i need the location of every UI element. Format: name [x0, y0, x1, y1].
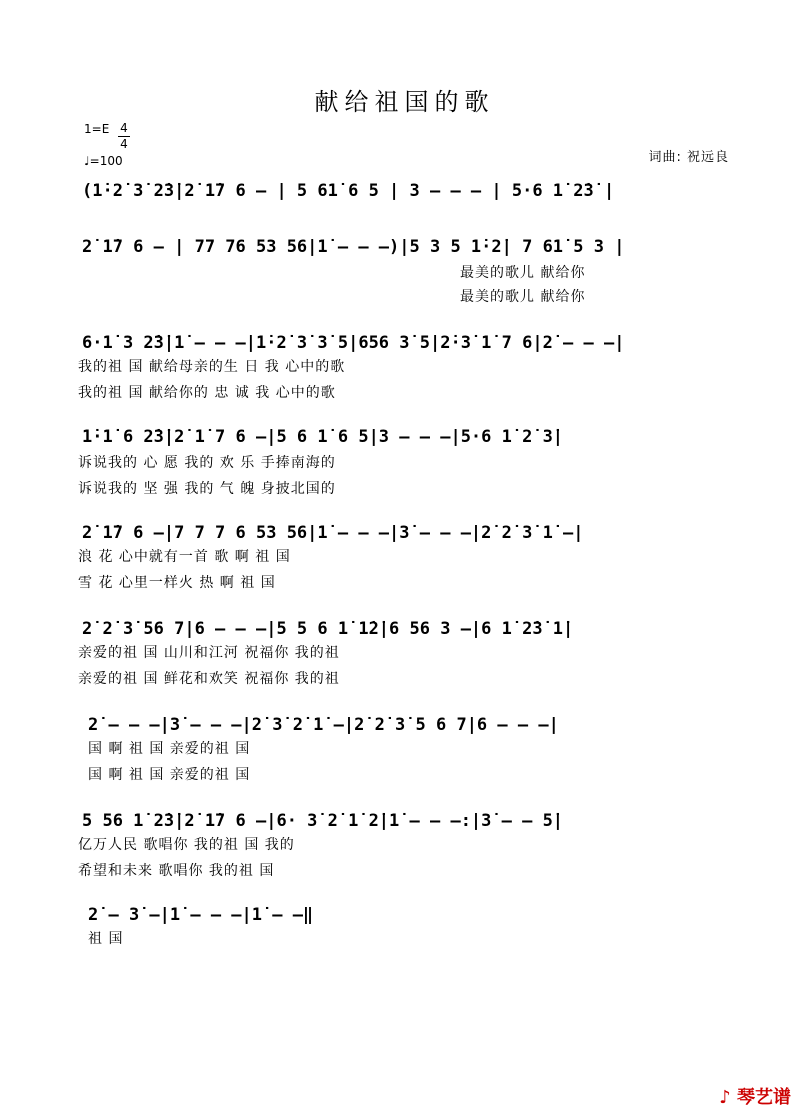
lyrics-line-2: 国 啊 祖 国 亲爱的祖 国	[88, 767, 251, 783]
tempo-marking: ♩=100	[84, 154, 123, 168]
notes-row: 2̇ 1̇7 6 –|7 7 7 6 53 56|1̇ – – –|3̇ – – –|2̇ 2̇ 3̇ 1̇ –|	[82, 523, 584, 543]
time-signature: 4 4	[118, 122, 130, 151]
lyrics-line-1: 诉说我的 心 愿 我的 欢 乐 手捧南海的	[78, 455, 336, 471]
notes-row: 2̇ 1̇7 6 – | 77 76 53 56|1̇ – – –)|5 3 5 1̇·2̇| 7 61̇ 5 3 |	[82, 237, 625, 257]
song-title: 献给祖国的歌	[314, 88, 495, 116]
site-logo: ♪ 琴艺谱	[719, 1087, 791, 1108]
notes-row: 1̇·1̇ 6 2̇3̇|2̇ 1̇ 7 6 –|5 6 1̇ 6 5|3 – – –|5·6 1̇ 2̇ 3̇|	[82, 427, 564, 447]
key-signature: 1=E	[84, 122, 110, 136]
notes-row: 2̇ 2̇ 3̇ 56 7|6 – – –|5 5 6 1̇ 1̇2̇|6 56 3 –|6 1̇ 2̇3̇ 1̇|	[82, 619, 574, 639]
notes-row: 2̇ – 3̇ –|1̇ – – –|1̇ – –‖	[88, 905, 314, 925]
logo-icon: ♪	[719, 1087, 731, 1108]
notes-row: 2̇ – – –|3̇ – – –|2̇ 3̇ 2̇ 1̇ –|2̇ 2̇ 3̇ 5 6 7|6 – – –|	[88, 715, 559, 735]
lyrics-line-2: 希望和未来 歌唱你 我的祖 国	[78, 863, 275, 879]
lyrics-line-2: 雪 花 心里一样火 热 啊 祖 国	[78, 575, 276, 591]
notes-row: 5 56 1̇ 2̇3̇|2̇ 1̇7 6 –|6· 3̇ 2̇ 1̇ 2̇|1̇ – – –:|3̇ – – 5̇|	[82, 811, 564, 831]
lyrics-line-2: 亲爱的祖 国 鲜花和欢笑 祝福你 我的祖	[78, 671, 340, 687]
lyrics-line-1: 最美的歌儿 献给你	[460, 265, 586, 281]
lyrics-line-2: 最美的歌儿 献给你	[460, 289, 586, 305]
notes-row: (1̇·2̇ 3̇ 2̇3̇|2̇ 1̇7 6 – | 5 61̇ 6 5 | 3 – – – | 5·6 1̇ 2̇3̇ |	[82, 181, 615, 201]
lyrics-line-1: 祖 国	[88, 931, 124, 947]
lyrics-line-1: 亿万人民 歌唱你 我的祖 国 我的	[78, 837, 295, 853]
meta-block	[84, 121, 128, 168]
author-credit: 词曲: 祝远良	[648, 150, 729, 165]
lyrics-line-2: 我的祖 国 献给你的 忠 诚 我 心中的歌	[78, 385, 336, 401]
notes-row: 6·1̇ 3 2̇3̇|1̇ – – –|1̇·2̇ 3̇ 3̇ 5|656 3̇ 5|2̇·3̇ 1̇ 7 6|2̇ – – –|	[82, 333, 625, 353]
lyrics-line-1: 亲爱的祖 国 山川和江河 祝福你 我的祖	[78, 645, 340, 661]
lyrics-line-1: 国 啊 祖 国 亲爱的祖 国	[88, 741, 251, 757]
lyrics-line-1: 浪 花 心中就有一首 歌 啊 祖 国	[78, 549, 291, 565]
lyrics-line-1: 我的祖 国 献给母亲的生 日 我 心中的歌	[78, 359, 346, 375]
lyrics-line-2: 诉说我的 坚 强 我的 气 魄 身披北国的	[78, 481, 336, 497]
